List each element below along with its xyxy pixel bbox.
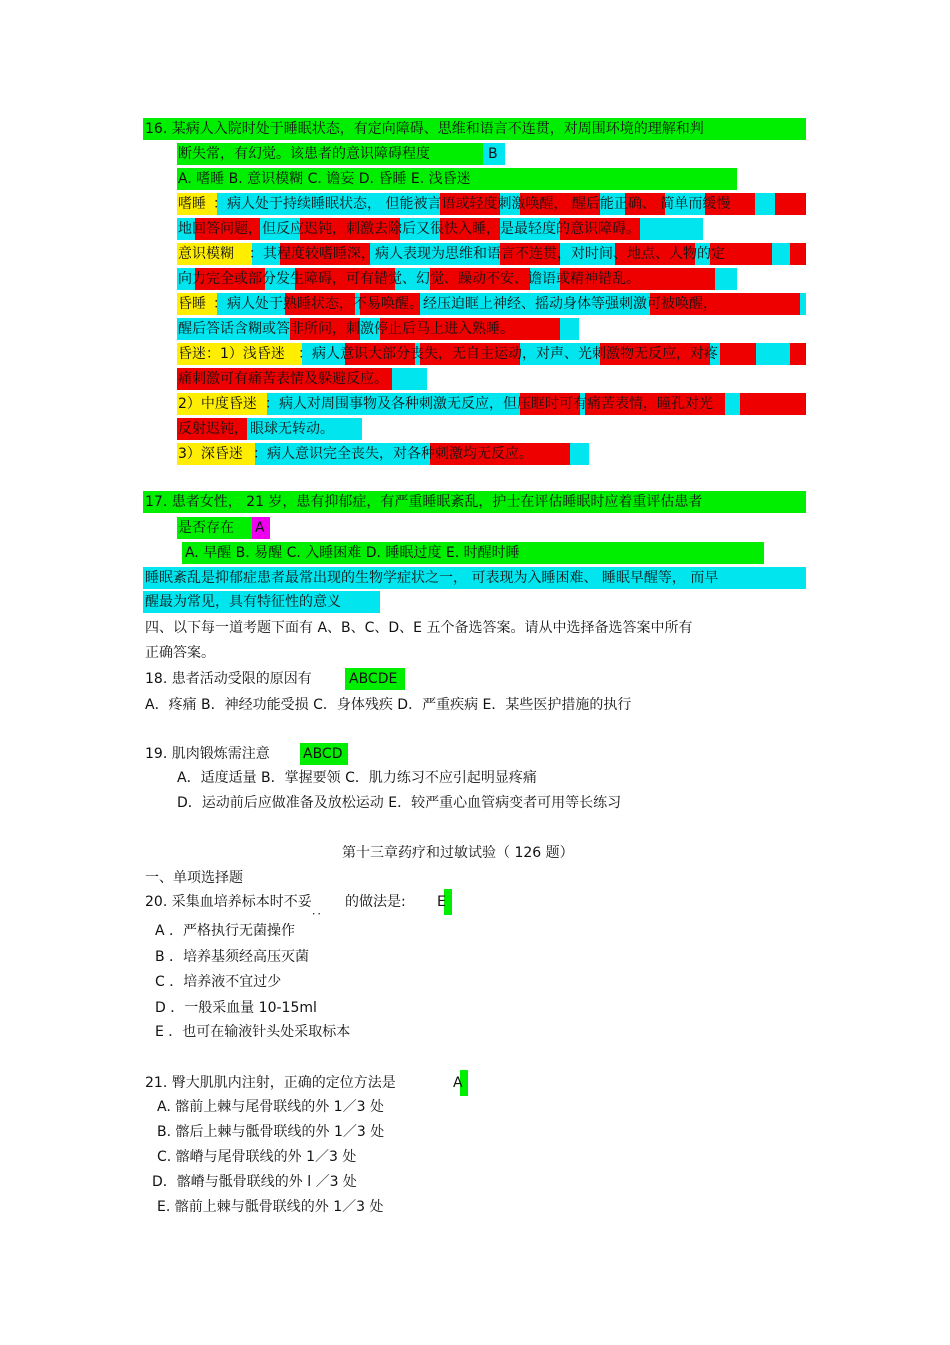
q16-answer: B	[488, 146, 498, 162]
q17-options: A. 早醒 B. 易醒 C. 入睡困难 D. 睡眠过度 E. 时醒时睡	[185, 545, 520, 561]
q18-options: A．疼痛 B．神经功能受损 C．身体残疾 D．严重疾病 E．某些医护措施的执行	[145, 697, 632, 713]
q19-options-line2: D．运动前后应做准备及放松运动 E．较严重心血管病变者可用等长练习	[177, 795, 622, 811]
q20-emphasis-dots: ．．	[312, 904, 329, 917]
q16-exp4-line1: ：病人意识大部分丧失，无自主运动，对声、光刺激物无反应，对疼	[298, 346, 718, 362]
q17-stem-line2: 是否存在	[178, 520, 234, 536]
q16-stem-line1: 16. 某病人入院时处于睡眠状态，有定向障碍、思维和语言不连贯，对周围环境的理解和判	[145, 121, 704, 137]
q20-option-b: B ．培养基须经高压灭菌	[155, 949, 310, 965]
q19-stem: 19. 肌肉锻炼需注意	[145, 746, 270, 762]
q16-exp2-label: 意识模糊	[178, 246, 234, 262]
q16-exp4-label: 昏迷：1）浅昏迷	[178, 346, 285, 362]
q19-answer: ABCD	[303, 746, 343, 762]
q20-option-d: D ．一般采血量 10-15ml	[155, 1000, 317, 1016]
q16-exp1-line1: ：病人处于持续睡眠状态， 但能被言语或轻度刺激唤醒， 醒后能正确、 简单而缓慢	[213, 196, 731, 212]
q21-option-c: C. 髂嵴与尾骨联线的外 1／3 处	[157, 1149, 357, 1165]
q20-option-c: C ．培养液不宜过少	[155, 974, 282, 990]
q17-answer: A	[255, 520, 265, 536]
q16-exp2-line1: ：其程度较嗜睡深，病人表现为思维和语言不连贯，对时间、地点、人物的定	[249, 246, 725, 262]
q20-stem-end: 的做法是:	[345, 894, 406, 910]
q21-option-e: E. 髂前上棘与骶骨联线的外 1／3 处	[157, 1199, 384, 1215]
q16-exp6-line1: ：病人意识完全丧失，对各种刺激均无反应。	[253, 446, 533, 462]
q16-exp2-line2: 向力完全或部分发生障碍，可有错觉、幻觉、躁动不安、谵语或精神错乱。	[178, 271, 640, 287]
q16-exp1-label: 嗜睡	[178, 196, 206, 212]
section4-line1: 四、以下每一道考题下面有 A、B、C、D、E 五个备选答案。请从中选择备选答案中所有	[145, 620, 693, 636]
q20-stem: 20. 采集血培养标本时不妥	[145, 894, 312, 910]
q16-exp4-line2: 痛刺激可有痛苦表情及躲避反应。	[178, 371, 388, 387]
q21-option-d: D．髂嵴与骶骨联线的外 l ／3 处	[152, 1174, 357, 1190]
q17-stem-line1: 17. 患者女性， 21 岁，患有抑郁症，有严重睡眠紊乱，护士在评估睡眠时应着重评估患者	[145, 494, 703, 510]
q21-option-a: A. 髂前上棘与尾骨联线的外 1／3 处	[157, 1099, 384, 1115]
q18-answer: ABCDE	[349, 671, 398, 687]
q20-option-e: E ．也可在输液针头处采取标本	[155, 1024, 351, 1040]
q21-stem: 21. 臀大肌肌内注射，正确的定位方法是	[145, 1075, 396, 1091]
q16-exp5-line1: ：病人对周围事物及各种刺激无反应，但压眶时可有痛苦表情，瞳孔对光	[265, 396, 713, 412]
q17-exp-line2: 醒最为常见，具有特征性的意义	[145, 594, 341, 610]
q20-option-a: A ．严格执行无菌操作	[155, 923, 296, 939]
q16-exp3-line1: ：病人处于熟睡状态，不易唤醒。经压迫眶上神经、摇动身体等强刺激可被唤醒，	[213, 296, 717, 312]
q16-exp5-label: 2）中度昏迷	[178, 396, 257, 412]
q16-exp3-label: 昏睡	[178, 296, 206, 312]
q18-stem: 18. 患者活动受限的原因有	[145, 671, 312, 687]
q20-answer: E	[437, 894, 446, 910]
q16-stem-line2: 断失常，有幻觉。该患者的意识障碍程度	[178, 146, 430, 162]
q16-exp1-line2: 地回答问题，但反应迟钝，刺激去除后又很快入睡，是最轻度的意识障碍。	[178, 221, 640, 237]
q17-exp-line1: 睡眠紊乱是抑郁症患者最常出现的生物学症状之一， 可表现为入睡困难、 睡眠早醒等， 而早	[145, 570, 719, 586]
q19-options-line1: A．适度适量 B．掌握要领 C．肌力练习不应引起明显疼痛	[177, 770, 537, 786]
section-single-choice: 一、单项选择题	[145, 870, 243, 886]
q16-exp6-label: 3）深昏迷	[178, 446, 243, 462]
section4-line2: 正确答案。	[145, 645, 215, 661]
chapter-title: 第十三章药疗和过敏试验（ 126 题）	[342, 845, 574, 861]
q16-exp5-line2a: 反射迟钝，	[178, 421, 248, 437]
q21-answer: A	[453, 1075, 463, 1091]
q21-option-b: B. 髂后上棘与骶骨联线的外 1／3 处	[157, 1124, 385, 1140]
q16-exp3-line2: 醒后答话含糊或答非所问，刺激停止后马上进入熟睡。	[178, 321, 514, 337]
q16-options: A. 嗜睡 B. 意识模糊 C. 谵妄 D. 昏睡 E. 浅昏迷	[178, 171, 471, 187]
q16-exp5-line2b: 眼球无转动。	[250, 421, 334, 437]
